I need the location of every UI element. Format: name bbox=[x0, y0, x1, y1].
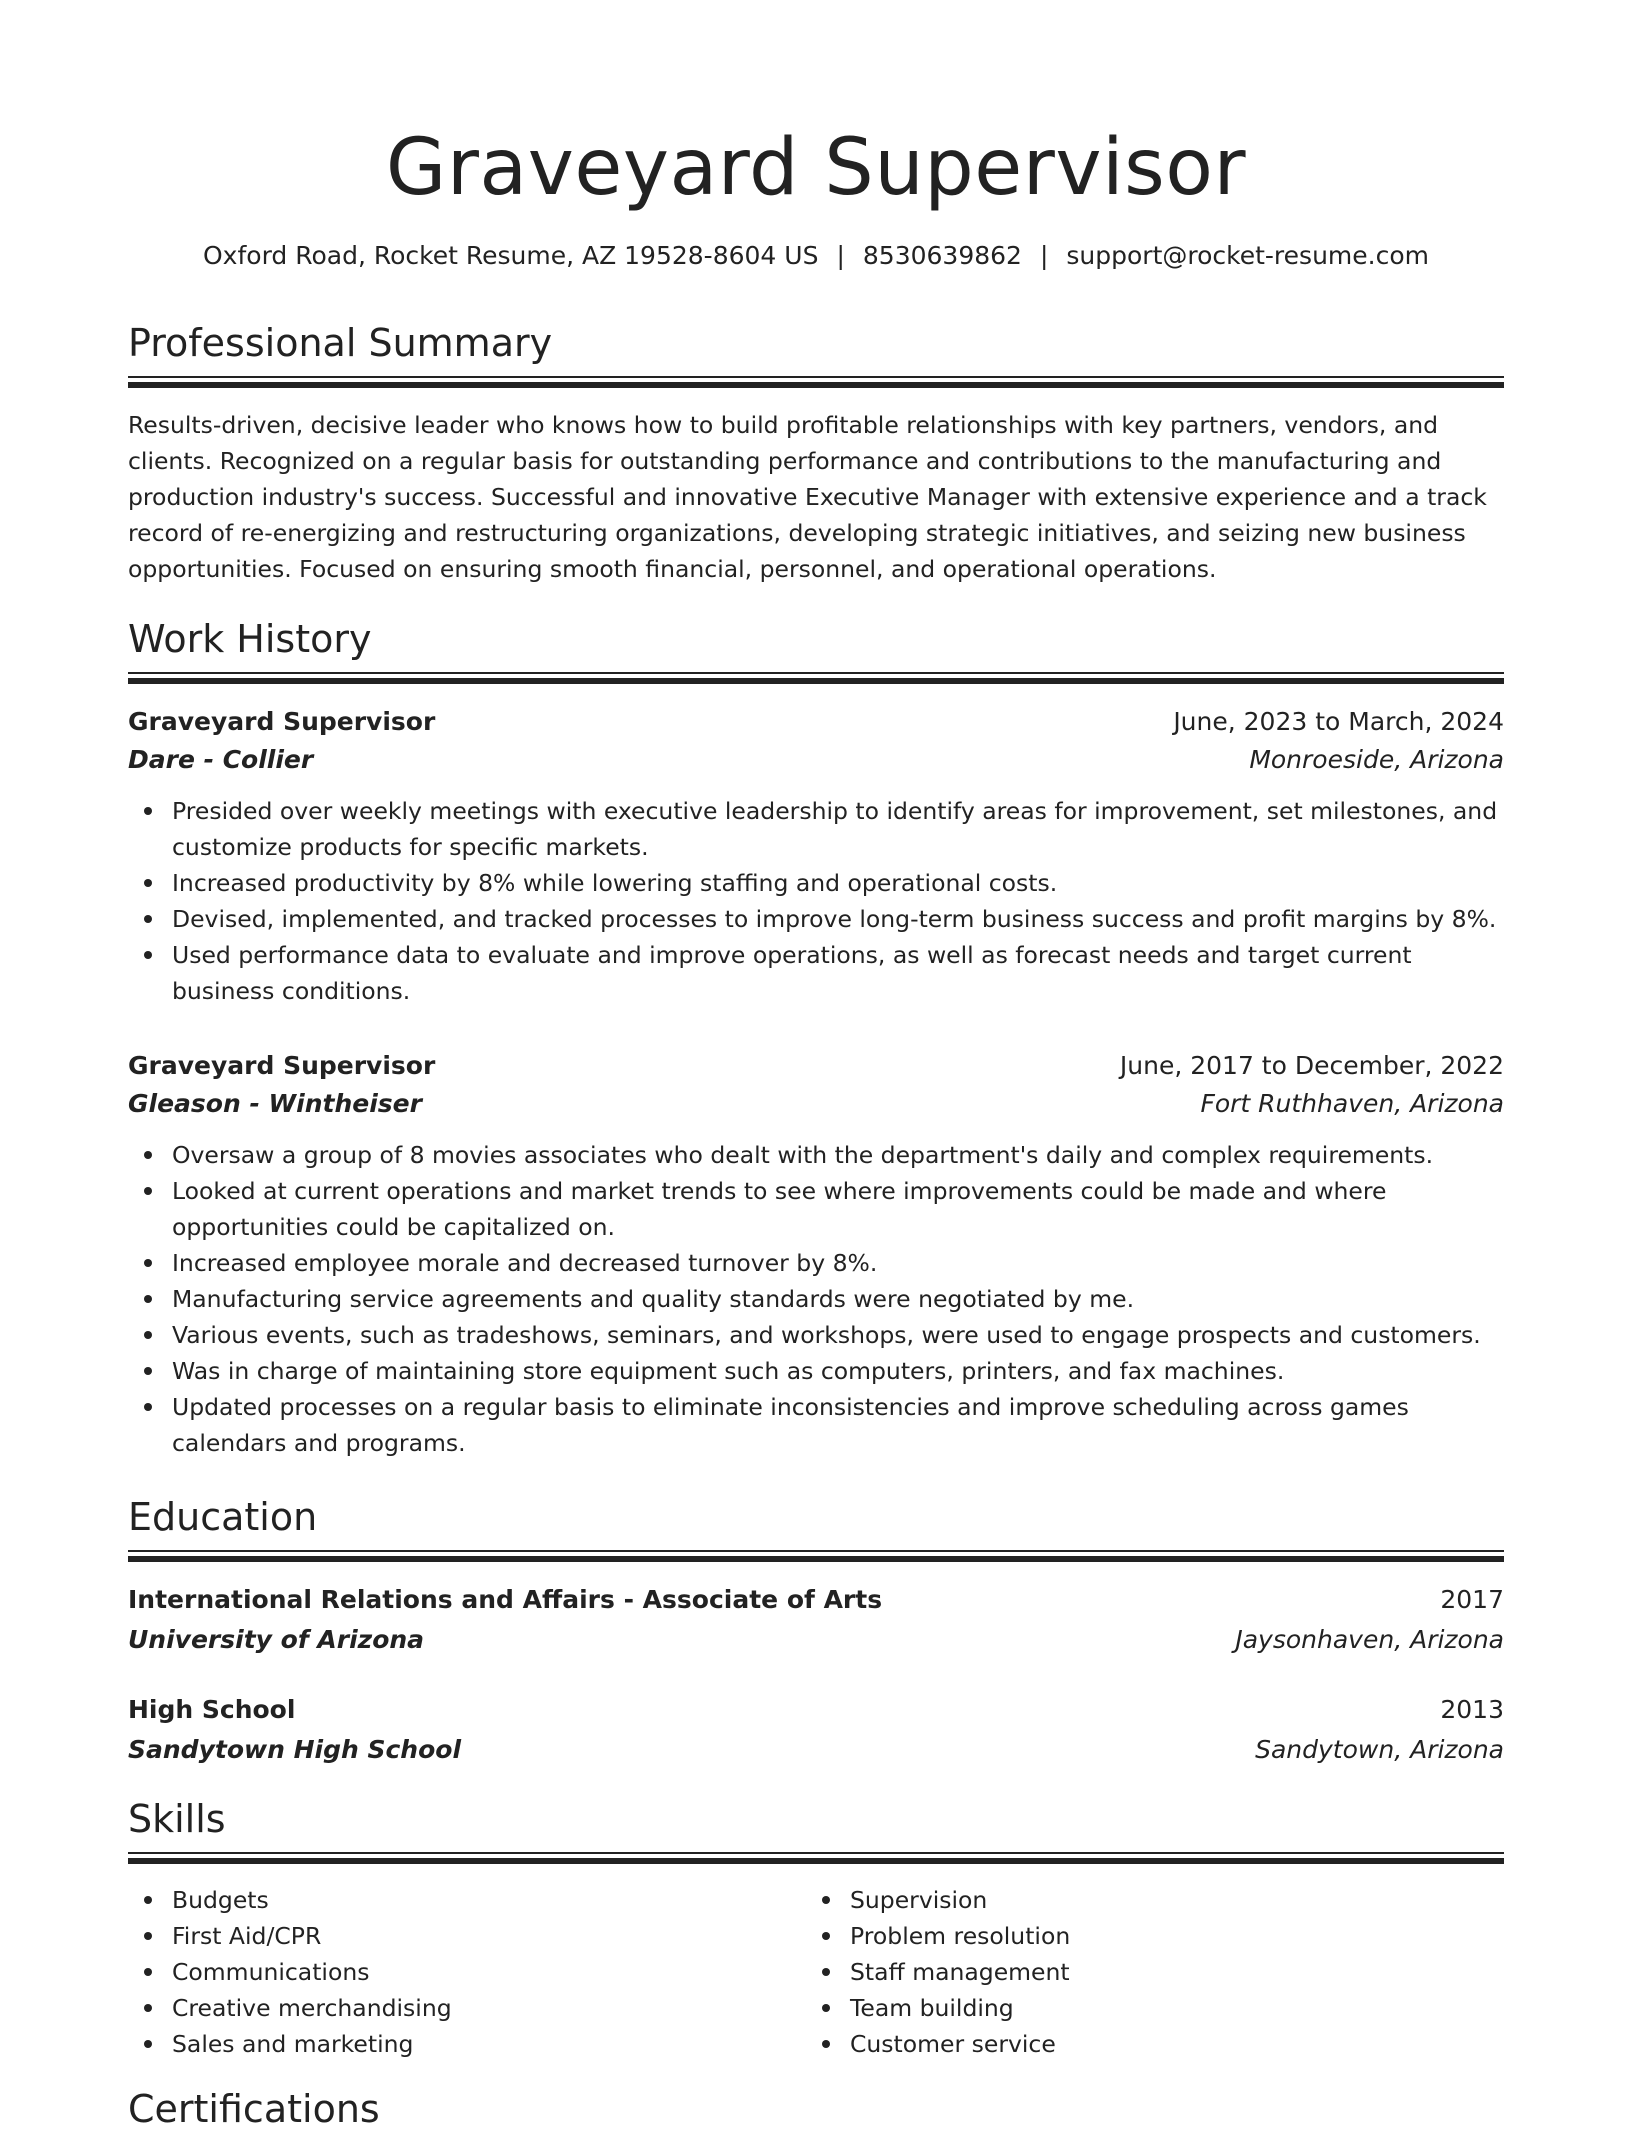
skills-column-left bbox=[128, 1882, 768, 2062]
section-title: Skills bbox=[128, 1797, 226, 1841]
job-company: Gleason - Wintheiser bbox=[128, 1089, 422, 1118]
section-divider bbox=[128, 1556, 1504, 1562]
summary-text: Results-driven, decisive leader who knows how to build profitable relationships with key partners, vendors, and clients. Recognized on a regular basis for outstanding performance and contributions to the manufacturing and production industry's success. Successful and innovative Executive Manager with extensive experience and a track record of re-energizing and restructuring organizations, developing strategic initiatives, and seizing new business opportunities. Focused on ensuring smooth financial, personnel, and operational operations. bbox=[128, 411, 1487, 583]
job-company: Dare - Collier bbox=[128, 745, 314, 774]
section-divider bbox=[128, 382, 1504, 388]
list-item: Devised, implemented, and tracked processes to improve long-term business success and profit margins by 8%. bbox=[128, 901, 1504, 937]
education-degree-row bbox=[128, 1691, 1504, 1729]
section-header-education bbox=[128, 1494, 1504, 1562]
education-degree: International Relations and Affairs - Associate of Arts bbox=[128, 1585, 883, 1614]
skill-item: First Aid/CPR bbox=[128, 1918, 768, 1954]
section-divider bbox=[128, 1550, 1504, 1552]
resume-name: Graveyard Supervisor bbox=[385, 123, 1247, 213]
education-location: Sandytown, Arizona bbox=[1255, 1735, 1504, 1764]
job-title-row bbox=[128, 1047, 1504, 1085]
education-entry bbox=[128, 1691, 1504, 1769]
education-degree: High School bbox=[128, 1695, 296, 1724]
list-item: Used performance data to evaluate and improve operations, as well as forecast needs and target current business conditions. bbox=[128, 937, 1504, 1009]
education-school: University of Arizona bbox=[128, 1625, 425, 1654]
section-title-certifications: Certifications bbox=[128, 2087, 380, 2131]
section-divider bbox=[128, 1858, 1504, 1864]
job-location: Monroeside, Arizona bbox=[1249, 745, 1504, 774]
section-header-work bbox=[128, 616, 1504, 684]
section-divider bbox=[128, 1852, 1504, 1854]
contact-separator: | bbox=[1039, 241, 1049, 270]
list-item: Manufacturing service agreements and quality standards were negotiated by me. bbox=[128, 1281, 1504, 1317]
education-degree-row bbox=[128, 1581, 1504, 1619]
job-position: Graveyard Supervisor bbox=[128, 707, 436, 736]
section-header-summary bbox=[128, 320, 1504, 388]
section-header-skills bbox=[128, 1796, 1504, 1864]
job-position: Graveyard Supervisor bbox=[128, 1051, 436, 1080]
contact-address: Oxford Road, Rocket Resume, AZ 19528-8604 US bbox=[203, 241, 819, 270]
skills-column-right bbox=[806, 1882, 1446, 2062]
list-item: Increased employee morale and decreased turnover by 8%. bbox=[128, 1245, 1504, 1281]
contact-email: support@rocket-resume.com bbox=[1066, 241, 1429, 270]
list-item: Oversaw a group of 8 movies associates who dealt with the department's daily and complex requirements. bbox=[128, 1137, 1504, 1173]
job-title-row bbox=[128, 703, 1504, 741]
skill-item: Supervision bbox=[806, 1882, 1446, 1918]
job-dates: June, 2017 to December, 2022 bbox=[1119, 1051, 1504, 1080]
contact-line bbox=[128, 238, 1504, 274]
section-divider bbox=[128, 672, 1504, 674]
education-year: 2017 bbox=[1440, 1585, 1504, 1614]
skill-item: Sales and marketing bbox=[128, 2026, 768, 2062]
list-item: Various events, such as tradeshows, seminars, and workshops, were used to engage prospects and customers. bbox=[128, 1317, 1504, 1353]
job-bullets bbox=[128, 793, 1504, 1009]
contact-separator: | bbox=[836, 241, 845, 270]
job-company-row bbox=[128, 1085, 1504, 1123]
skill-item: Team building bbox=[806, 1990, 1446, 2026]
skill-item: Problem resolution bbox=[806, 1918, 1446, 1954]
job-entry bbox=[128, 703, 1504, 1009]
skill-item: Communications bbox=[128, 1954, 768, 1990]
contact-phone: 8530639862 bbox=[862, 241, 1022, 270]
list-item: Was in charge of maintaining store equipment such as computers, printers, and fax machines. bbox=[128, 1353, 1504, 1389]
job-company-row bbox=[128, 741, 1504, 779]
education-school-row bbox=[128, 1621, 1504, 1659]
section-title: Work History bbox=[128, 617, 372, 661]
job-location: Fort Ruthhaven, Arizona bbox=[1200, 1089, 1504, 1118]
skill-item: Customer service bbox=[806, 2026, 1446, 2062]
education-entry bbox=[128, 1581, 1504, 1659]
education-year: 2013 bbox=[1440, 1695, 1504, 1724]
education-location: Jaysonhaven, Arizona bbox=[1235, 1625, 1504, 1654]
section-title: Education bbox=[128, 1495, 318, 1539]
list-item: Presided over weekly meetings with executive leadership to identify areas for improvement, set milestones, and customize products for specific markets. bbox=[128, 793, 1504, 865]
list-item: Updated processes on a regular basis to eliminate inconsistencies and improve scheduling across games calendars and programs. bbox=[128, 1389, 1504, 1461]
skill-item: Creative merchandising bbox=[128, 1990, 768, 2026]
skill-item: Staff management bbox=[806, 1954, 1446, 1990]
skill-item: Budgets bbox=[128, 1882, 768, 1918]
section-divider bbox=[128, 678, 1504, 684]
list-item: Looked at current operations and market trends to see where improvements could be made and where opportunities could be capitalized on. bbox=[128, 1173, 1504, 1245]
section-divider bbox=[128, 376, 1504, 378]
job-entry bbox=[128, 1047, 1504, 1461]
job-dates: June, 2023 to March, 2024 bbox=[1173, 707, 1504, 736]
job-bullets bbox=[128, 1137, 1504, 1461]
list-item: Increased productivity by 8% while lowering staffing and operational costs. bbox=[128, 865, 1504, 901]
section-title: Professional Summary bbox=[128, 321, 553, 365]
education-school: Sandytown High School bbox=[128, 1735, 462, 1764]
education-school-row bbox=[128, 1731, 1504, 1769]
